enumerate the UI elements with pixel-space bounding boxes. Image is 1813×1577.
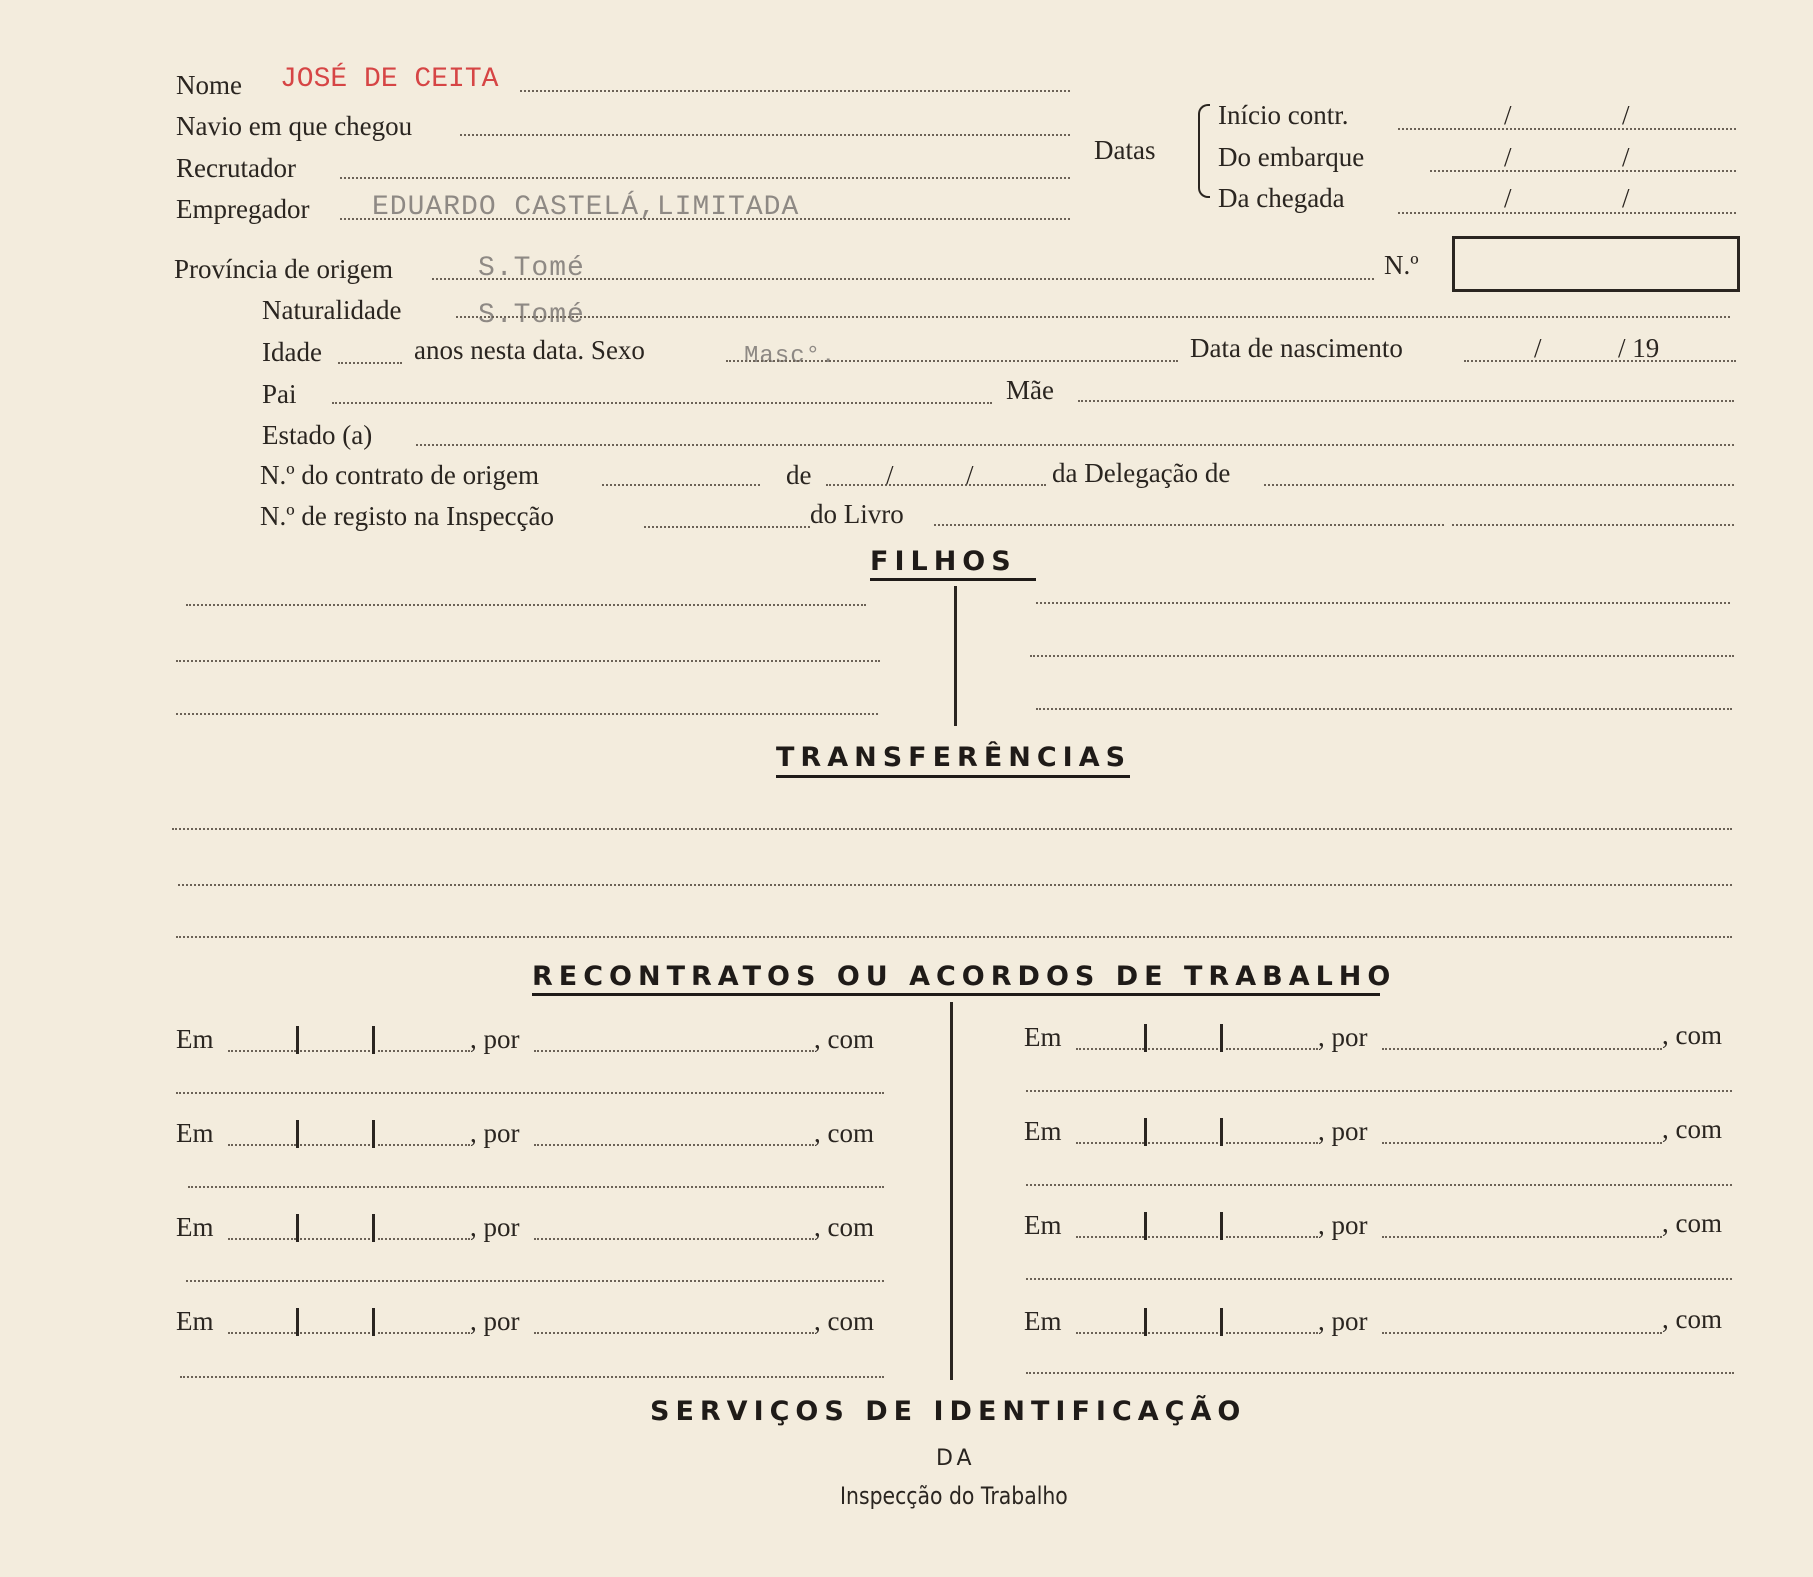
recontratos-underline (532, 993, 1380, 996)
em-day-line (228, 1144, 296, 1146)
filhos-line-r1 (1036, 602, 1730, 604)
navio-line (460, 134, 1070, 136)
anos-sexo-label: anos nesta data. Sexo (414, 335, 645, 365)
com-line (188, 1186, 884, 1188)
embarque-slash-1: / (1504, 142, 1512, 172)
em-sep-2 (372, 1120, 375, 1148)
recrutador-label: Recrutador (176, 153, 296, 183)
contrato-slash-2: / (966, 460, 974, 490)
filhos-divider (954, 586, 957, 726)
em-sep-1 (296, 1120, 299, 1148)
com-line (180, 1376, 884, 1378)
com-label: , com (814, 1212, 874, 1242)
em-label: Em (176, 1118, 214, 1148)
em-sep-2 (1220, 1308, 1223, 1336)
empregador-value: EDUARDO CASTELÁ,LIMITADA (372, 192, 800, 223)
inicio-label: Início contr. (1218, 100, 1349, 130)
contrato-de-label: de (786, 460, 812, 490)
naturalidade-label: Naturalidade (262, 295, 402, 325)
em-month-line (300, 1238, 370, 1240)
contrato-line (602, 484, 760, 486)
provincia-line (432, 278, 1374, 280)
em-month-line (300, 1332, 370, 1334)
delegacao-line (1264, 484, 1734, 486)
recontratos-divider (950, 1002, 953, 1380)
footer-line1: SERVIÇOS DE IDENTIFICAÇÃO (650, 1396, 1247, 1427)
em-day-line (228, 1332, 296, 1334)
em-sep-2 (1220, 1024, 1223, 1052)
por-line (534, 1050, 814, 1052)
em-year-line (1226, 1142, 1318, 1144)
registo-line (644, 526, 810, 528)
nascimento-slash: / (1534, 333, 1542, 363)
em-day-line (1076, 1236, 1144, 1238)
idade-line (338, 362, 402, 364)
datas-brace (1198, 104, 1210, 198)
em-month-line (1148, 1332, 1218, 1334)
em-label: Em (176, 1024, 214, 1054)
pai-line (332, 402, 992, 404)
inicio-slash-2: / (1622, 100, 1630, 130)
embarque-line (1430, 170, 1736, 172)
registo-label: N.º de registo na Inspecção (260, 501, 555, 531)
footer-line3: Inspecção do Trabalho (840, 1482, 1068, 1510)
contrato-slash-1: / (886, 460, 894, 490)
livro-line-2 (1452, 524, 1734, 526)
por-line (534, 1238, 814, 1240)
em-year-line (378, 1144, 470, 1146)
em-sep-2 (372, 1308, 375, 1336)
em-sep-1 (296, 1308, 299, 1336)
com-label: , com (814, 1306, 874, 1336)
naturalidade-value: S.Tomé (478, 300, 585, 331)
em-sep-2 (1220, 1212, 1223, 1240)
nascimento-year: / 19 (1618, 333, 1660, 363)
recontratos-heading: RECONTRATOS OU ACORDOS DE TRABALHO (532, 961, 1397, 992)
com-label: , com (1662, 1114, 1722, 1144)
por-line (1382, 1048, 1662, 1050)
em-day-line (1076, 1142, 1144, 1144)
por-label: , por (1318, 1022, 1368, 1052)
com-line (1026, 1184, 1732, 1186)
em-month-line (1148, 1048, 1218, 1050)
em-label: Em (1024, 1116, 1062, 1146)
numero-label: N.º (1384, 250, 1419, 280)
chegada-label: Da chegada (1218, 183, 1345, 213)
por-line (534, 1144, 814, 1146)
inicio-line (1398, 128, 1736, 130)
datas-label: Datas (1094, 135, 1156, 165)
filhos-line-r3 (1036, 708, 1732, 710)
por-line (1382, 1332, 1662, 1334)
transferencias-heading: TRANSFERÊNCIAS (776, 742, 1132, 773)
por-label: , por (470, 1212, 520, 1242)
nascimento-line (1464, 360, 1736, 362)
por-line (1382, 1236, 1662, 1238)
com-line (1026, 1278, 1732, 1280)
sexo-line (726, 360, 1178, 362)
empregador-line (340, 218, 1070, 220)
em-day-line (228, 1050, 296, 1052)
provincia-value: S.Tomé (478, 253, 585, 284)
com-label: , com (814, 1024, 874, 1054)
naturalidade-line (456, 316, 1730, 318)
em-month-line (1148, 1142, 1218, 1144)
pai-label: Pai (262, 379, 297, 409)
em-year-line (1226, 1236, 1318, 1238)
contrato-date-line (826, 484, 1046, 486)
recrutador-line (340, 177, 1070, 179)
com-label: , com (814, 1118, 874, 1148)
com-line (176, 1092, 884, 1094)
em-sep-1 (1144, 1212, 1147, 1240)
com-label: , com (1662, 1304, 1722, 1334)
delegacao-label: da Delegação de (1052, 458, 1231, 488)
filhos-line-r2 (1030, 655, 1734, 657)
transferencias-line-2 (178, 884, 1732, 886)
em-sep-1 (296, 1214, 299, 1242)
em-year-line (1226, 1048, 1318, 1050)
em-sep-2 (372, 1026, 375, 1054)
em-sep-1 (296, 1026, 299, 1054)
filhos-line-l3 (176, 713, 878, 715)
navio-label: Navio em que chegou (176, 111, 413, 141)
em-day-line (1076, 1048, 1144, 1050)
por-label: , por (1318, 1116, 1368, 1146)
nome-line (520, 90, 1070, 92)
por-label: , por (1318, 1306, 1368, 1336)
transferencias-line-1 (172, 828, 1732, 830)
em-label: Em (1024, 1022, 1062, 1052)
em-day-line (228, 1238, 296, 1240)
com-label: , com (1662, 1020, 1722, 1050)
com-line (1026, 1090, 1732, 1092)
em-year-line (378, 1238, 470, 1240)
provincia-label: Província de origem (174, 254, 393, 284)
filhos-underline (870, 578, 1036, 581)
estado-line (416, 444, 1734, 446)
em-year-line (378, 1050, 470, 1052)
em-sep-1 (1144, 1118, 1147, 1146)
idade-label: Idade (262, 337, 322, 367)
em-sep-2 (1220, 1118, 1223, 1146)
transferencias-line-3 (176, 936, 1732, 938)
por-label: , por (470, 1118, 520, 1148)
em-month-line (300, 1144, 370, 1146)
em-sep-1 (1144, 1024, 1147, 1052)
em-year-line (378, 1332, 470, 1334)
em-label: Em (176, 1306, 214, 1336)
chegada-slash-2: / (1622, 183, 1630, 213)
com-line (186, 1280, 884, 1282)
nome-value: JOSÉ DE CEITA (280, 64, 499, 95)
em-day-line (1076, 1332, 1144, 1334)
em-month-line (300, 1050, 370, 1052)
em-label: Em (1024, 1210, 1062, 1240)
sexo-value: Masc°. (744, 343, 837, 370)
nome-label: Nome (176, 70, 242, 100)
por-label: , por (1318, 1210, 1368, 1240)
por-label: , por (470, 1306, 520, 1336)
footer-line2: DA (936, 1446, 976, 1471)
livro-line-1 (934, 524, 1444, 526)
por-line (534, 1332, 814, 1334)
numero-box (1452, 236, 1740, 292)
contrato-label: N.º do contrato de origem (260, 460, 540, 490)
filhos-heading: FILHOS (870, 546, 1017, 577)
estado-label: Estado (a) (262, 420, 373, 450)
em-label: Em (176, 1212, 214, 1242)
em-label: Em (1024, 1306, 1062, 1336)
filhos-line-l2 (176, 660, 880, 662)
embarque-slash-2: / (1622, 142, 1630, 172)
chegada-line (1398, 212, 1736, 214)
filhos-line-l1 (186, 604, 866, 606)
com-label: , com (1662, 1208, 1722, 1238)
com-line (1026, 1372, 1734, 1374)
em-sep-1 (1144, 1308, 1147, 1336)
chegada-slash-1: / (1504, 183, 1512, 213)
embarque-label: Do embarque (1218, 142, 1365, 172)
por-label: , por (470, 1024, 520, 1054)
empregador-label: Empregador (176, 194, 310, 224)
por-line (1382, 1142, 1662, 1144)
mae-line (1078, 400, 1734, 402)
em-year-line (1226, 1332, 1318, 1334)
mae-label: Mãe (1006, 375, 1054, 405)
livro-label: do Livro (810, 499, 904, 529)
em-sep-2 (372, 1214, 375, 1242)
em-month-line (1148, 1236, 1218, 1238)
inicio-slash-1: / (1504, 100, 1512, 130)
transferencias-underline (776, 775, 1130, 778)
nascimento-label: Data de nascimento (1190, 333, 1403, 363)
